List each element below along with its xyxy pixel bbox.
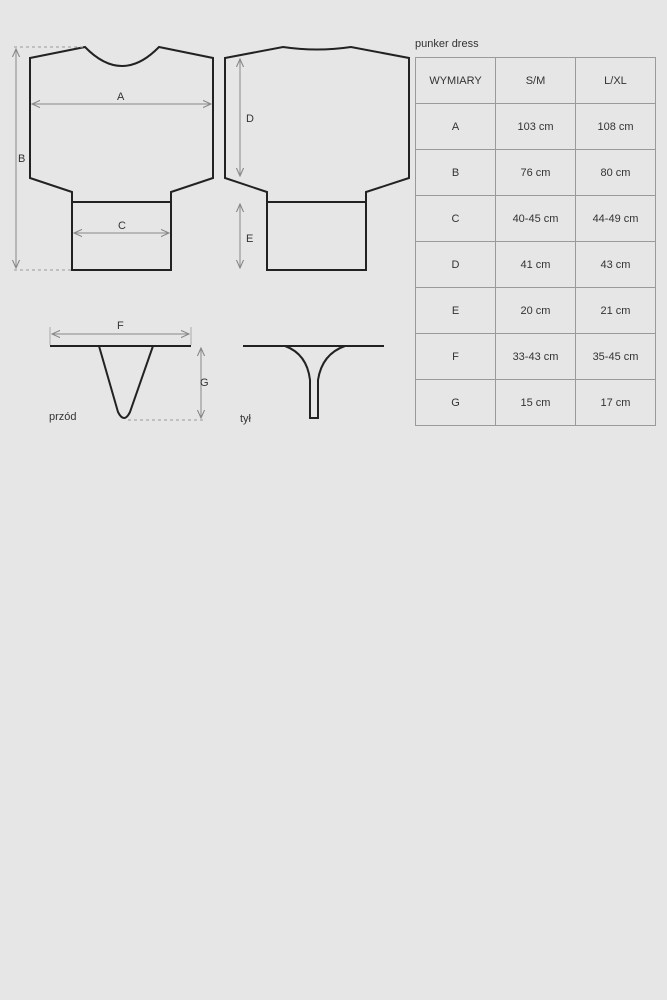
row-value-sm: 20 cm — [496, 288, 576, 334]
header-dimension: WYMIARY — [416, 58, 496, 104]
header-size-lxl: L/XL — [576, 58, 656, 104]
table-row — [416, 104, 656, 150]
row-dimension: D — [416, 242, 496, 288]
row-dimension: C — [416, 196, 496, 242]
row-value-lxl: 108 cm — [576, 104, 656, 150]
thong-front — [50, 320, 209, 420]
dimension-c-label: C — [118, 220, 126, 232]
table-row — [416, 150, 656, 196]
row-value-sm: 33-43 cm — [496, 334, 576, 380]
row-dimension: E — [416, 288, 496, 334]
row-value-sm: 103 cm — [496, 104, 576, 150]
row-dimension: A — [416, 104, 496, 150]
dress-front-skirt-outline — [72, 202, 171, 270]
back-caption: tył — [240, 413, 251, 425]
front-caption: przód — [49, 411, 77, 423]
row-value-lxl: 43 cm — [576, 242, 656, 288]
row-value-sm: 41 cm — [496, 242, 576, 288]
thong-back-outline — [285, 346, 345, 418]
row-value-sm: 40-45 cm — [496, 196, 576, 242]
row-value-sm: 76 cm — [496, 150, 576, 196]
table-row — [416, 334, 656, 380]
row-dimension: G — [416, 380, 496, 426]
dimension-e-label: E — [246, 233, 254, 245]
dimension-b-label: B — [18, 153, 26, 165]
dress-front-top-outline — [30, 47, 213, 202]
header-size-sm: S/M — [496, 58, 576, 104]
table-row — [416, 380, 656, 426]
size-table — [415, 57, 656, 426]
table-row — [416, 242, 656, 288]
thong-front-outline — [99, 346, 153, 418]
dimension-f-label: F — [117, 320, 124, 332]
size-table-header-row — [416, 58, 656, 104]
dress-back — [225, 47, 409, 270]
thong-back — [243, 346, 384, 418]
row-value-lxl: 35-45 cm — [576, 334, 656, 380]
table-row — [416, 288, 656, 334]
dimension-d-label: D — [246, 113, 254, 125]
row-value-sm: 15 cm — [496, 380, 576, 426]
table-row — [416, 196, 656, 242]
row-value-lxl: 21 cm — [576, 288, 656, 334]
dress-back-skirt-outline — [267, 202, 366, 270]
product-title: punker dress — [415, 38, 479, 50]
row-dimension: B — [416, 150, 496, 196]
dimension-g-label: G — [200, 377, 209, 389]
row-value-lxl: 44-49 cm — [576, 196, 656, 242]
dimension-a-label: A — [117, 91, 125, 103]
row-dimension: F — [416, 334, 496, 380]
dress-front — [14, 47, 213, 270]
row-value-lxl: 17 cm — [576, 380, 656, 426]
row-value-lxl: 80 cm — [576, 150, 656, 196]
